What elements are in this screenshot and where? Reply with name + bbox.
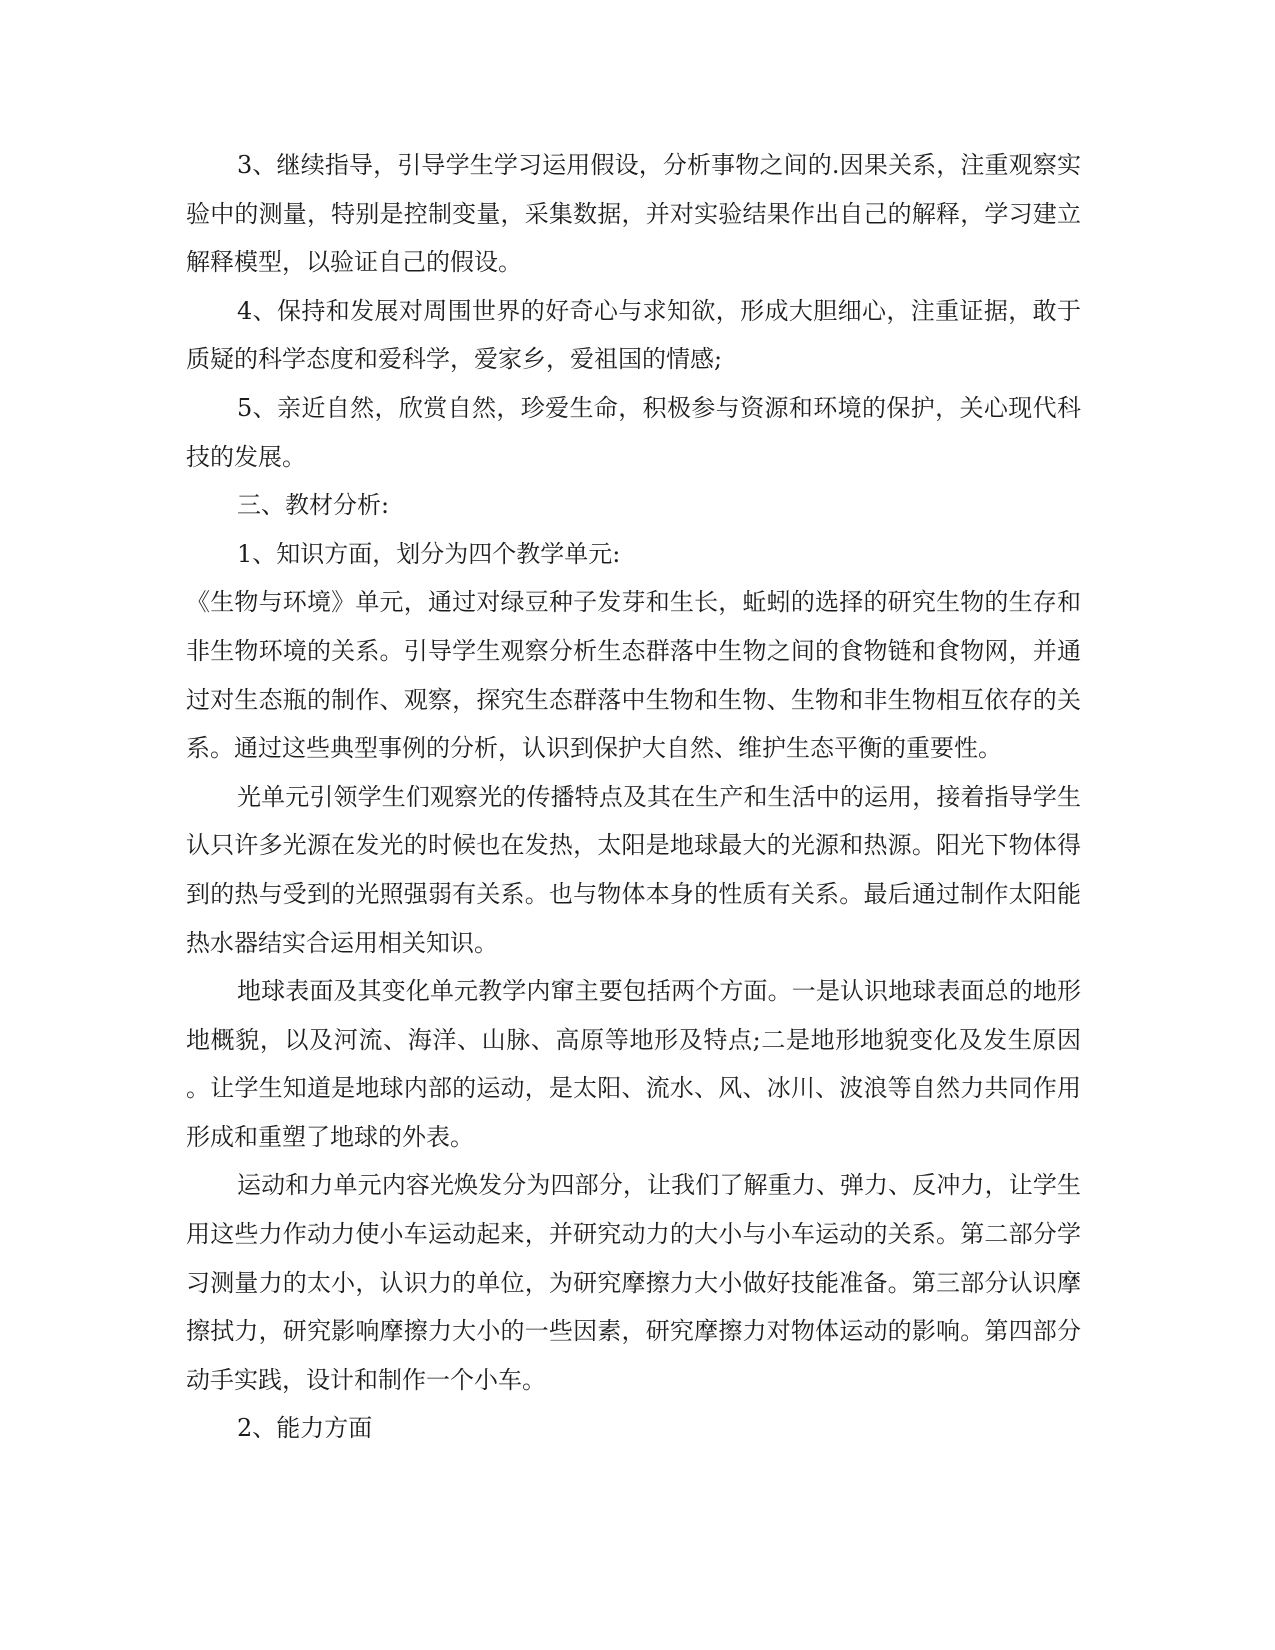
paragraph-unit-motion-force: 运动和力单元内容光焕发分为四部分，让我们了解重力、弹力、反冲力，让学生用这些力作动力使小车运动起来，并研究动力的大小与小车运动的关系。第二部分学习测量力的太小，认识力的单位，为研究摩擦力大小做好技能准备。第三部分认识摩擦拭力，研究影响摩擦力大小的一些因素，研究摩擦力对物体运动的影响。第四部分动手实践，设计和制作一个小车。 bbox=[186, 1171, 1081, 1394]
section-heading-textbook-analysis: 三、教材分析: bbox=[237, 491, 390, 520]
document-body bbox=[186, 141, 1081, 1453]
paragraph-objective-5: 5、亲近自然，欣赏自然，珍爱生命，积极参与资源和环境的保护，关心现代科技的发展。 bbox=[186, 393, 1081, 471]
paragraph-unit-light: 光单元引领学生们观察光的传播特点及其在生产和生活中的运用，接着指导学生认只许多光源在发光的时候也在发热，太阳是地球最大的光源和热源。阳光下物体得到的热与受到的光照强弱有关系。也与物体本身的性质有关系。最后通过制作太阳能热水器结实合运用相关知识。 bbox=[186, 782, 1081, 957]
subheading-ability: 2、能力方面 bbox=[237, 1414, 373, 1443]
paragraph-unit-earth-surface: 地球表面及其变化单元教学内窜主要包括两个方面。一是认识地球表面总的地形地概貌，以及河流、海洋、山脉、高原等地形及特点;二是地形地貌变化及发生原因。让学生知道是地球内部的运动，是太阳、流水、风、冰川、波浪等自然力共同作用形成和重塑了地球的外表。 bbox=[186, 977, 1081, 1151]
subheading-knowledge: 1、知识方面，划分为四个教学单元: bbox=[237, 539, 621, 568]
paragraph-unit-biology-environment: 《生物与环境》单元，通过对绿豆种子发芽和生长，蚯蚓的选择的研究生物的生存和非生物环境的关系。引导学生观察分析生态群落中生物之间的食物链和食物网，并通过对生态瓶的制作、观察，探究生态群落中生物和生物、生物和非生物相互依存的关系。通过这些典型事例的分析，认识到保护大自然、维护生态平衡的重要性。 bbox=[186, 588, 1081, 763]
paragraph-objective-4: 4、保持和发展对周围世界的好奇心与求知欲，形成大胆细心，注重证据，敢于质疑的科学态度和爱科学，爱家乡，爱祖国的情感; bbox=[186, 296, 1081, 374]
paragraph-objective-3: 3、继续指导，引导学生学习运用假设，分析事物之间的.因果关系，注重观察实验中的测量，特别是控制变量，采集数据，并对实验结果作出自己的解释，学习建立解释模型，以验证自己的假设。 bbox=[186, 151, 1081, 277]
